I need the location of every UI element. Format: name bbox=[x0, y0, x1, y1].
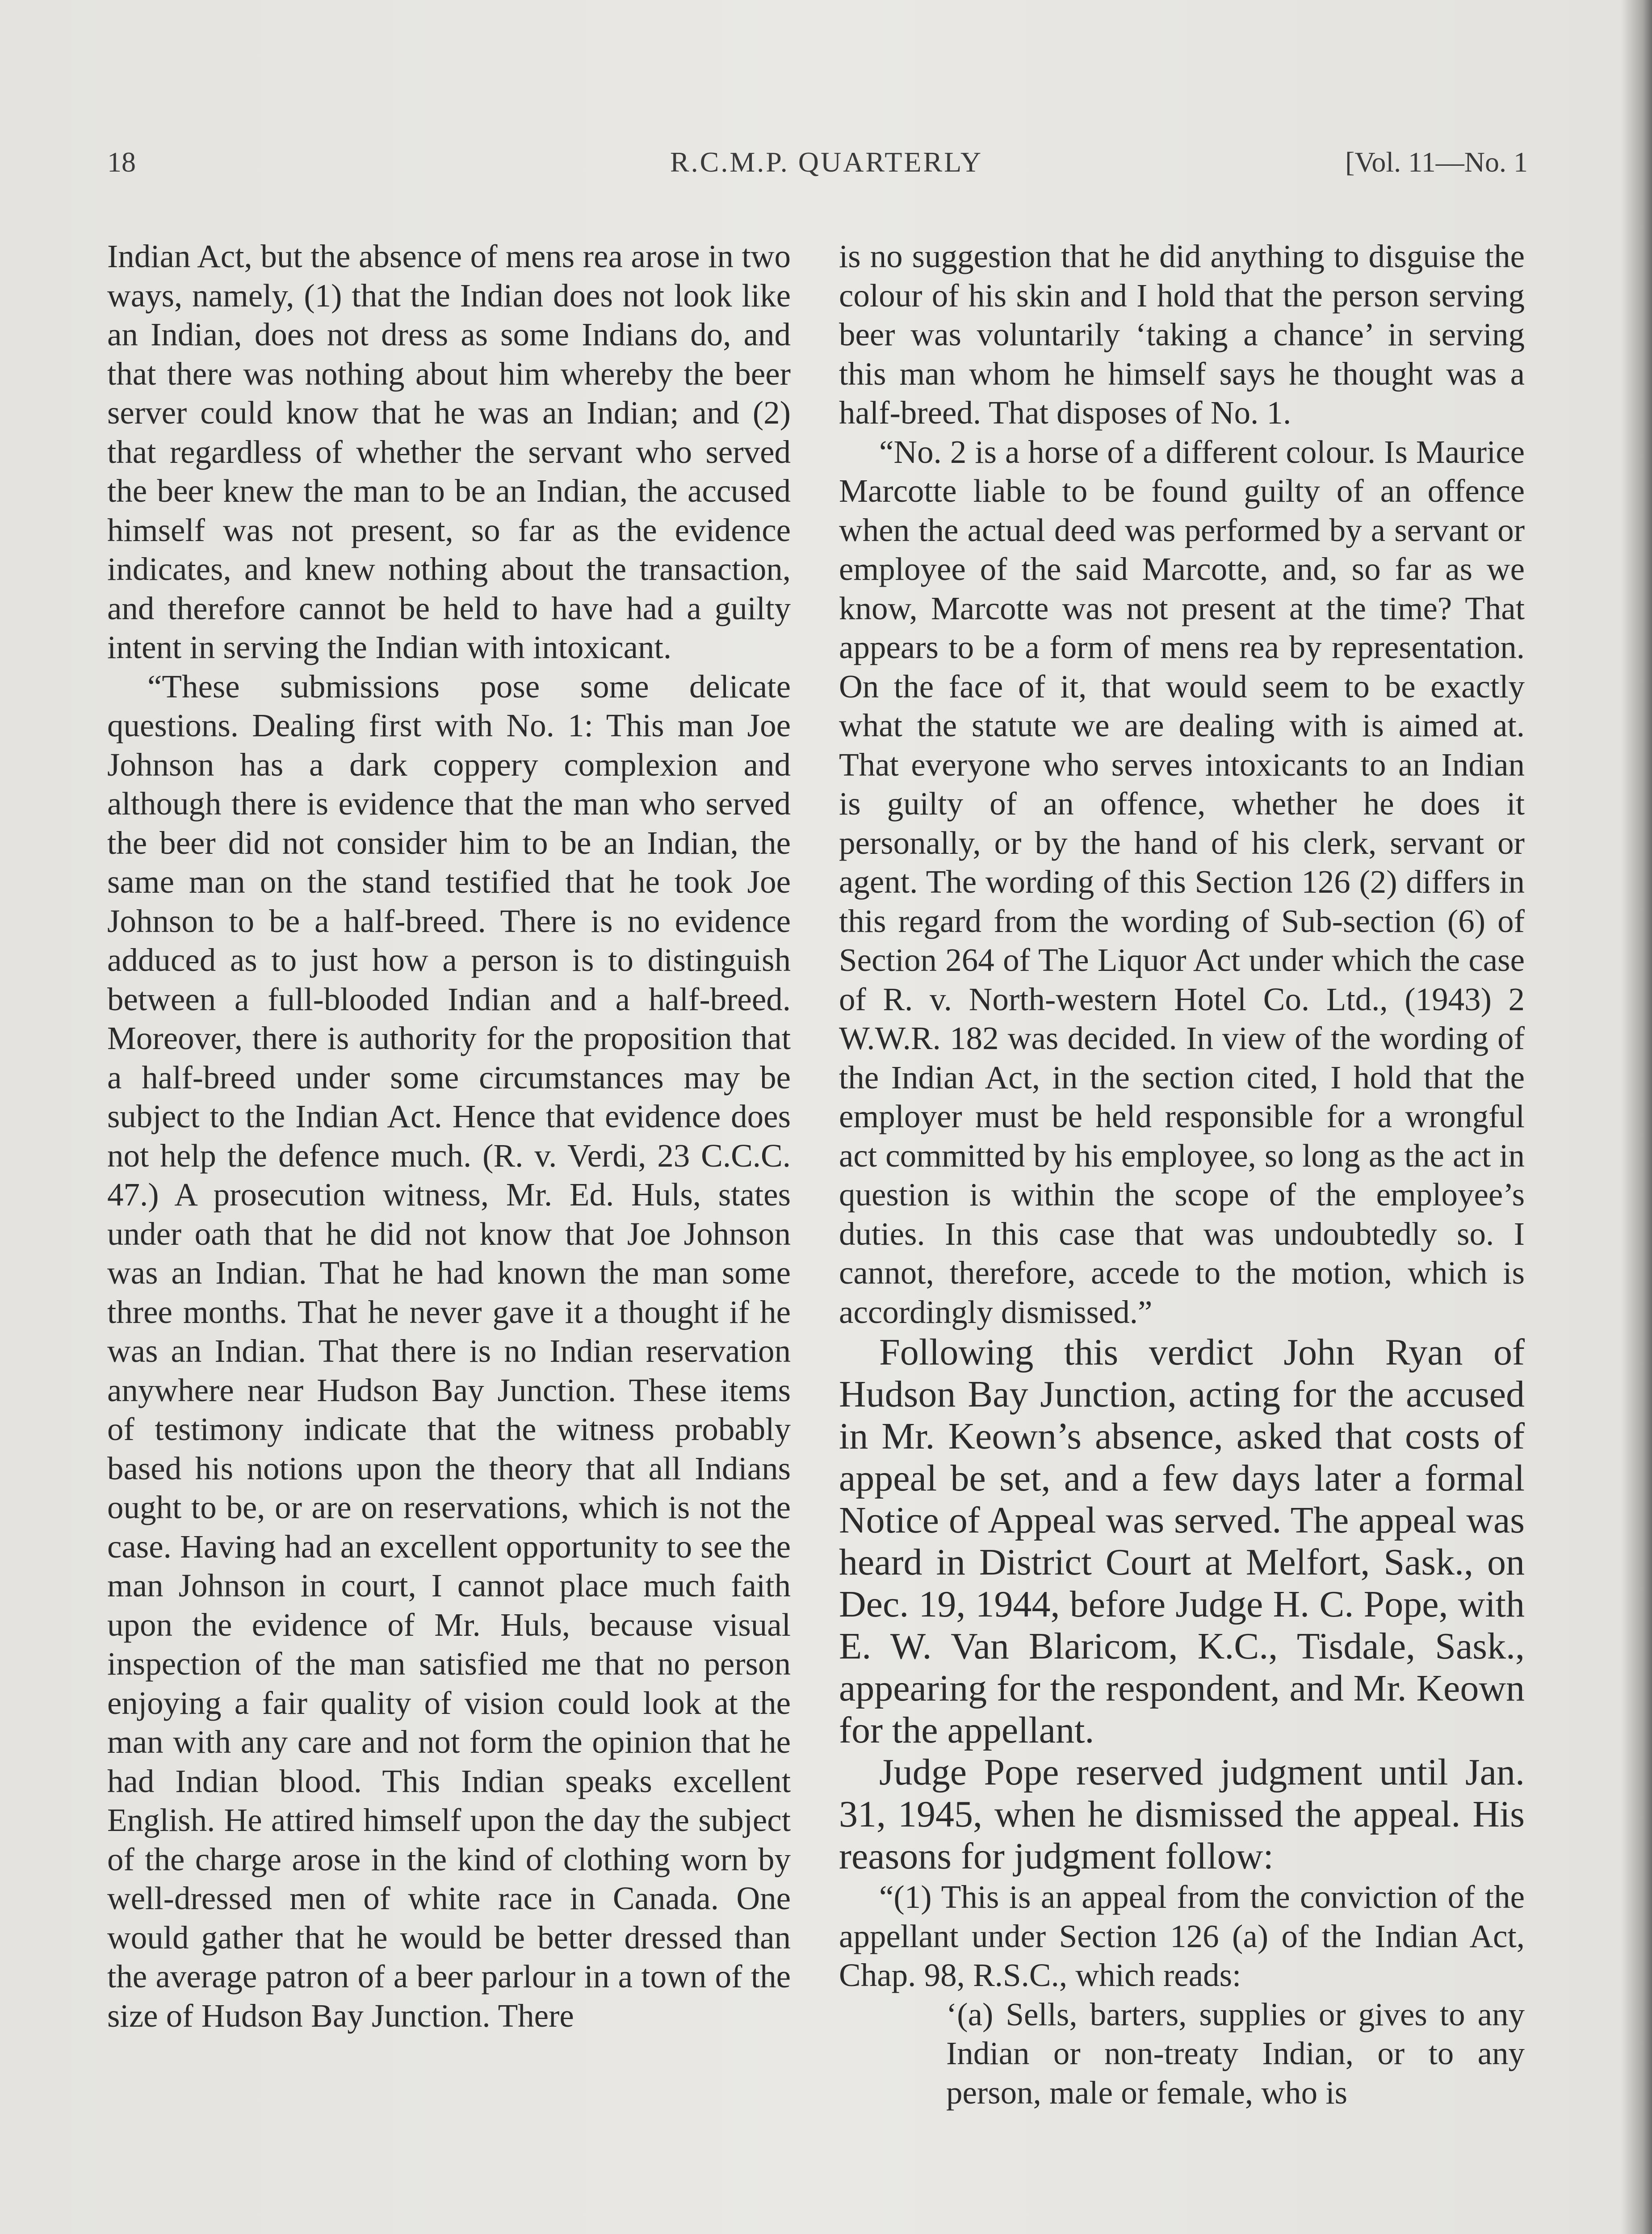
paragraph: Following this verdict John Ryan of Hudson Bay Junction, acting for the accused in Mr. Keown’s absence, asked that costs of appeal be set, and a few days later a formal Notice of Appeal was served. The appeal was heard in District Court at Melfort, Sask., on Dec. 19, 1944, before Judge H. C. Pope, with E. W. Van Blaricom, K.C., Tisdale, Sask., appearing for the respondent, and Mr. Keown for the appellant. bbox=[839, 1331, 1525, 1751]
paragraph: Indian Act, but the absence of mens rea arose in two ways, namely, (1) that the Indian does not look like an Indian, does not dress as some Indians do, and that there was nothing about him whereby the beer server could know that he was an Indian; and (2) that regardless of whether the servant who served the beer knew the man to be an Indian, the accused himself was not present, so far as the evidence indicates, and knew nothing about the transaction, and therefore cannot be held to have had a guilty intent in serving the Indian with intoxicant. bbox=[107, 238, 791, 665]
left-column bbox=[107, 237, 791, 2234]
volume-info: [Vol. 11—No. 1 bbox=[1345, 146, 1528, 178]
paragraph: Judge Pope reserved judgment until Jan. 31, 1945, when he dismissed the appeal. His reasons for judgment follow: bbox=[839, 1751, 1525, 1877]
page-number: 18 bbox=[107, 146, 136, 178]
running-header bbox=[0, 142, 1652, 182]
paragraph: is no suggestion that he did anything to disguise the colour of his skin and I hold that the person serving beer was voluntarily ‘taking a chance’ in serving this man whom he himself says he thought was a half-breed. That disposes of No. 1. bbox=[839, 238, 1525, 431]
quoted-statute: ‘(a) Sells, barters, supplies or gives to any Indian or non-treaty Indian, or to any person, male or female, who is bbox=[946, 1996, 1525, 2111]
paragraph: “These submissions pose some delicate questions. Dealing first with No. 1: This man Joe Johnson has a dark coppery complexion and although there is evidence that the man who served the beer did not consider him to be an Indian, the same man on the stand testified that he took Joe Johnson to be a half-breed. There is no evidence adduced as to just how a person is to distinguish between a full-blooded Indian and a half-breed. Moreover, there is authority for the proposition that a half-breed under some circumstances may be subject to the Indian Act. Hence that evidence does not help the defence much. (R. v. Verdi, 23 C.C.C. 47.) A prosecution witness, Mr. Ed. Huls, states under oath that he did not know that Joe Johnson was an Indian. That he had known the man some three months. That he never gave it a thought if he was an Indian. That there is no Indian reservation anywhere near Hudson Bay Junction. These items of testimony indicate that the witness probably based his notions upon the theory that all Indians ought to be, or are on reservations, which is not the case. Having had an excellent opportunity to see the man Johnson in court, I cannot place much faith upon the evidence of Mr. Huls, because visual inspection of the man satisfied me that no person enjoying a fair quality of vision could look at the man with any care and not form the opinion that he had Indian blood. This Indian speaks excellent English. He attired himself upon the day the subject of the charge arose in the kind of clothing worn by well-dressed men of white race in Canada. One would gather that he would be better dressed than the average patron of a beer parlour in a town of the size of Hudson Bay Junction. There bbox=[107, 668, 791, 2034]
paragraph: “No. 2 is a horse of a different colour. Is Maurice Marcotte liable to be found guilty of an offence when the actual deed was performed by a servant or employee of the said Marcotte, and, so far as we know, Marcotte was not present at the time? That appears to be a form of mens rea by representation. On the face of it, that would seem to be exactly what the statute we are dealing with is aimed at. That everyone who serves intoxicants to an Indian is guilty of an offence, whether he does it personally, or by the hand of his clerk, servant or agent. The wording of this Section 126 (2) differs in this regard from the wording of Sub-section (6) of Section 264 of The Liquor Act under which the case of R. v. North-western Hotel Co. Ltd., (1943) 2 W.W.R. 182 was decided. In view of the wording of the Indian Act, in the section cited, I hold that the employer must be held responsible for a wrongful act committed by his employee, so long as the act in question is within the scope of the employee’s duties. In this case that was undoubtedly so. I cannot, therefore, accede to the motion, which is accordingly dismissed.” bbox=[839, 433, 1525, 1330]
journal-title: R.C.M.P. QUARTERLY bbox=[670, 146, 983, 178]
paragraph: “(1) This is an appeal from the conviction of the appellant under Section 126 (a) of the Indian Act, Chap. 98, R.S.C., which reads: bbox=[839, 1879, 1525, 1993]
right-column bbox=[839, 237, 1525, 2234]
page-edge-shadow bbox=[1621, 0, 1652, 2234]
